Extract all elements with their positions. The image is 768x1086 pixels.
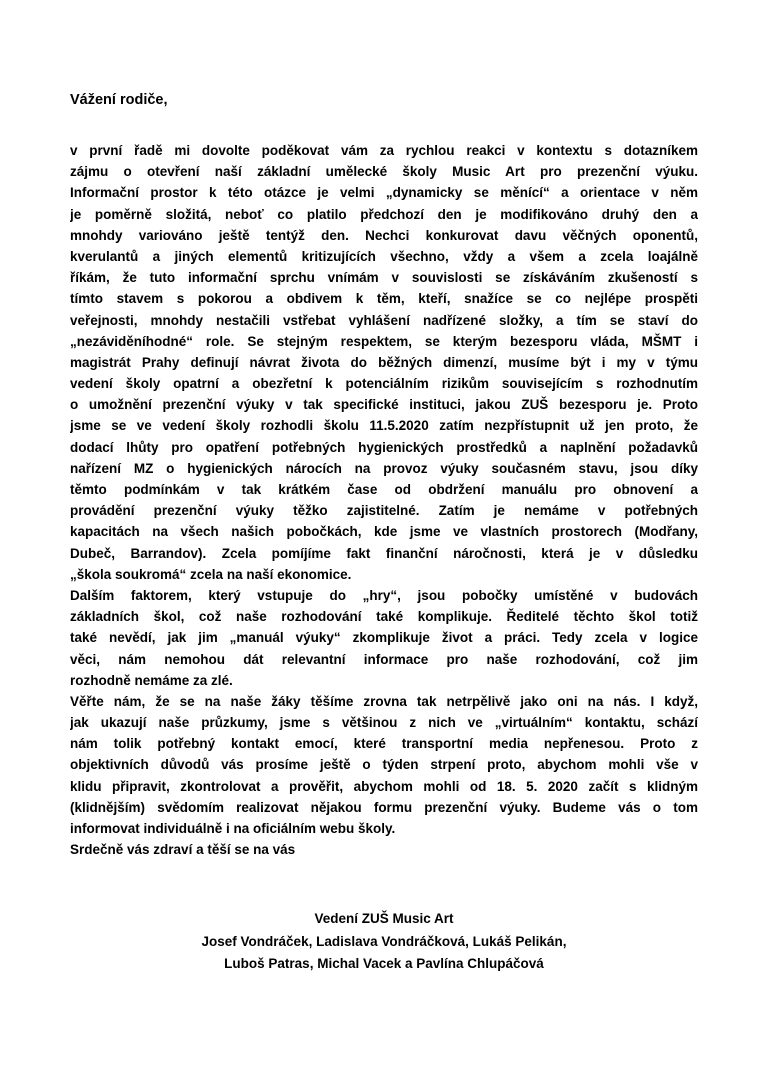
letter-body (70, 140, 698, 860)
body-line: dodací lhůty pro opatření potřebných hygienických prostředků a naplnění požadavků (70, 439, 698, 455)
body-line: Dalším faktorem, který vstupuje do „hry“, jsou pobočky umístěné v budovách (70, 587, 698, 603)
body-line: objektivních důvodů vás prosíme ještě o týden strpení proto, abychom mohli vše v (70, 757, 698, 773)
signature-block (70, 908, 698, 976)
signature-organization: Vedení ZUŠ Music Art (314, 911, 454, 926)
body-line: kapacitách na všech našich pobočkách, kde jsme ve vlastních prostorech (Modřany, (70, 524, 698, 540)
body-line: také nevědí, jak jim „manuál výuky“ zkomplikuje život a práci. Tedy zcela v logice (70, 630, 698, 646)
body-line: „škola soukromá“ zcela na naší ekonomice. (70, 566, 352, 582)
body-line: těmto podmínkám v tak krátkém čase od obdržení manuálu pro obnovení a (70, 482, 698, 497)
body-line: základních škol, což naše rozhodování také komplikuje. Ředitelé těchto škol totiž (70, 609, 698, 625)
body-line: Věřte nám, že se na naše žáky těšíme zrovna tak netrpělivě jako oni na nás. I když, (70, 693, 698, 709)
body-line: (klidnějším) svědomím realizovat nějakou formu prezenční výuky. Budeme vás o tom (70, 799, 698, 815)
body-line: magistrát Prahy definují návrat života do běžných dimenzí, musíme být i my v týmu (70, 354, 698, 370)
body-line: „nezáviděníhodné“ role. Se stejným respektem, se kterým bezesporu vláda, MŠMT i (70, 333, 698, 349)
body-line: vedení školy opatrní a obezřetní k potenciálním rizikům souvisejícím s rozhodnutím (70, 376, 698, 392)
body-line: v první řadě mi dovolte poděkovat vám za rychlou reakci v kontextu s dotazníkem (70, 143, 698, 158)
body-line: je poměrně složitá, neboť co platilo předchozí den je modifikováno druhý den a (70, 206, 698, 222)
body-line: o umožnění prezenční výuky v tak specifické instituci, jakou ZUŠ bezesporu je. Proto (70, 397, 698, 413)
body-line: veřejnosti, mnohdy nestačili vstřebat vyhlášení nadřízené složky, a tím se staví do (70, 312, 698, 328)
body-line: tímto stavem s pokorou a obdivem k těm, kteří, snažíce se co nejlépe prospěti (70, 291, 698, 307)
body-line: rozhodně nemáme za zlé. (70, 672, 233, 688)
body-line: jak ukazují naše průzkumy, jsme s většinou z nich ve „virtuálním“ kontaktu, schází (70, 715, 698, 731)
body-line: jsme se ve vedení školy rozhodli školu 11.5.2020 zatím nezpřístupnit už jen proto, že (70, 418, 698, 434)
signature-names-line-2: Luboš Patras, Michal Vacek a Pavlína Chlupáčová (224, 956, 544, 971)
body-line: informovat individuálně i na oficiálním webu školy. (70, 821, 396, 836)
body-line: říkám, že tuto informační sprchu vnímám v souvislosti se získáváním zkušeností s (70, 270, 698, 286)
body-line: Srdečně vás zdraví a těší se na vás (70, 842, 296, 858)
body-line: nařízení MZ o hygienických nárocích na provoz výuky současném stavu, jsou díky (70, 460, 698, 476)
body-line: klidu připravit, zkontrolovat a prověřit, abychom mohli od 18. 5. 2020 začít s klidným (70, 778, 698, 794)
signature-names-line-1: Josef Vondráček, Ladislava Vondráčková, Lukáš Pelikán, (201, 933, 567, 949)
body-line: Dubeč, Barrandov). Zcela pomíjíme fakt finanční náročnosti, která je v důsledku (70, 545, 698, 561)
greeting: Vážení rodiče, (70, 92, 168, 108)
body-line: nám tolik potřebný kontakt emocí, které transportní media nepřenesou. Proto z (70, 736, 698, 752)
body-line: zájmu o otevření naší základní umělecké školy Music Art pro prezenční výuku. (70, 164, 698, 180)
body-line: kverulantů a jiných elementů kritizujících všechno, vždy a všem a zcela loajálně (70, 248, 698, 264)
body-line: mnohdy variováno ještě tentýž den. Nechci konkurovat davu věčných oponentů, (70, 227, 698, 243)
body-line: Informační prostor k této otázce je velmi „dynamicky se měnící“ a orientace v něm (70, 185, 698, 201)
body-line: věci, nám nemohou dát relevantní informace pro naše rozhodování, což jim (70, 651, 698, 667)
body-line: provádění prezenční výuky těžko zajistitelné. Zatím je nemáme v potřebných (70, 503, 698, 519)
